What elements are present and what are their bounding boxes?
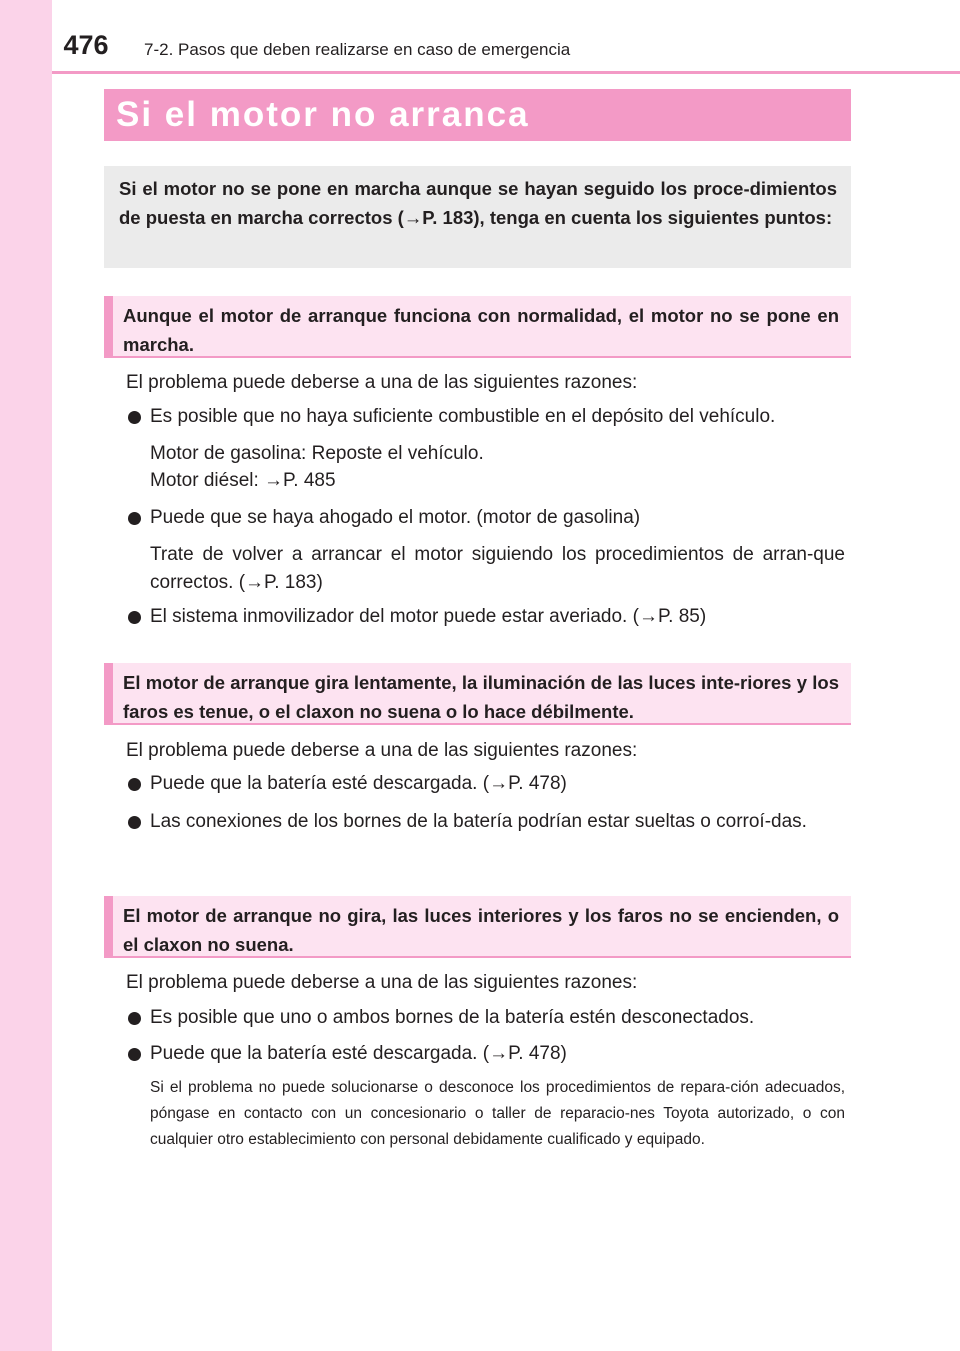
list-item [128,603,848,631]
list-item-text: Puede que la batería esté descargada. (→P. 478) [150,773,567,794]
section-lead: El problema puede deberse a una de las siguientes razones: [126,972,638,993]
intro-text: Si el motor no se pone en marcha aunque se hayan seguido los proce-dimientos de puesta en marcha correctos (→P. 183), tenga en cuenta los siguientes puntos: [119,178,837,228]
list-item [128,1040,848,1068]
section-heading-text: Aunque el motor de arranque funciona con normalidad, el motor no se pone en marcha. [123,305,839,355]
bullet-icon [128,778,141,791]
detail-text: Motor de gasolina: Reposte el vehículo. [150,443,484,464]
bullet-icon [128,411,141,424]
list-item [128,1004,848,1032]
section-heading-text: El motor de arranque no gira, las luces interiores y los faros no se encienden, o el claxon no suena. [123,905,839,955]
bullet-icon [128,816,141,829]
detail-text: Motor diésel: →P. 485 [150,470,336,491]
side-tab-strip [0,0,52,1351]
bullet-icon [128,1048,141,1061]
intro-box [104,166,851,268]
section-lead: El problema puede deberse a una de las siguientes razones: [126,372,638,393]
header-rule [52,71,960,74]
section-lead: El problema puede deberse a una de las siguientes razones: [126,740,638,761]
list-item-text: Puede que la batería esté descargada. (→P. 478) [150,1043,567,1064]
list-item-text: Es posible que no haya suficiente combustible en el depósito del vehículo. [150,406,776,427]
bullet-icon [128,611,141,624]
detail-text: Trate de volver a arrancar el motor siguiendo los procedimientos de arran-que correctos. (→P. 183) [150,544,845,593]
note-text: Si el problema no puede solucionarse o desconoce los procedimientos de repara-ción adecuados, póngase en contacto con un concesionario o taller de reparacio-nes Toyota autorizado, o con cualquier otro establecimiento con personal debidamente cualificado y equipado. [150,1079,845,1148]
list-item [128,504,848,532]
bullet-icon [128,1012,141,1025]
section-heading-1 [104,296,851,358]
title-bar [104,89,851,141]
section-heading-text: El motor de arranque gira lentamente, la iluminación de las luces inte-riores y los faros es tenue, o el claxon no suena o lo hace débilmente. [123,672,839,722]
bullet-icon [128,512,141,525]
section-heading-2 [104,663,851,725]
list-item [128,403,848,431]
list-item-text: Puede que se haya ahogado el motor. (motor de gasolina) [150,507,641,528]
list-item [128,808,848,836]
list-item-text: Es posible que uno o ambos bornes de la batería estén desconectados. [150,1007,755,1028]
list-item [128,770,848,798]
running-head: 7-2. Pasos que deben realizarse en caso de emergencia [144,40,571,59]
page-title: Si el motor no arranca [116,95,530,134]
list-item-text: El sistema inmovilizador del motor puede estar averiado. (→P. 85) [150,606,707,627]
page-number: 476 [63,30,109,60]
section-heading-3 [104,896,851,958]
list-item-text: Las conexiones de los bornes de la batería podrían estar sueltas o corroí-das. [150,811,807,832]
